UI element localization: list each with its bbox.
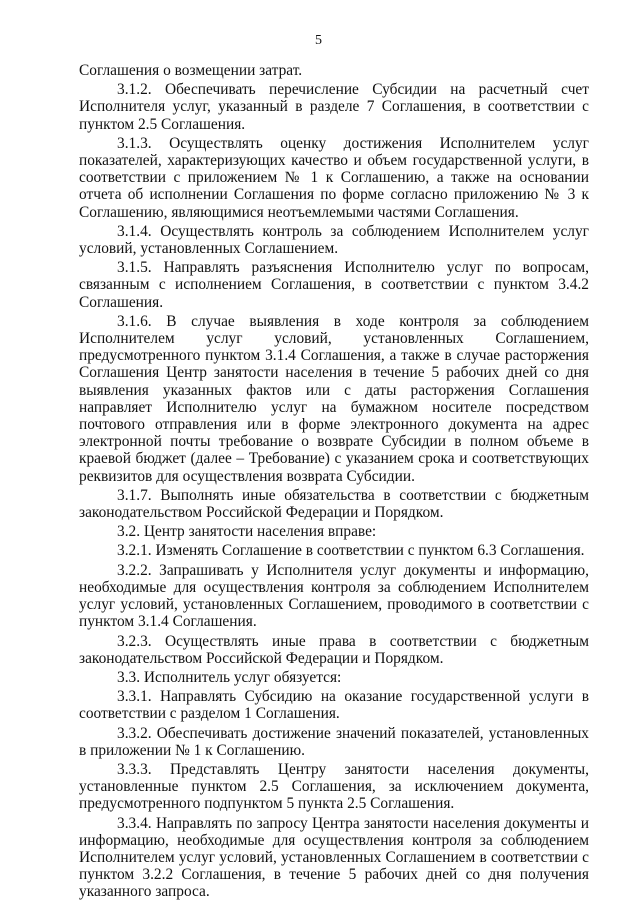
paragraph-3-2-1: 3.2.1. Изменять Соглашение в соответствии с пунктом 6.3 Соглашения. xyxy=(117,542,585,560)
paragraph-3-2-3: 3.2.3. Осуществлять иные права в соответствии с бюджетным законодательством Российской Федерации и Порядком. xyxy=(79,632,589,667)
paragraph-3-3-3: 3.3.3. Представлять Центру занятости населения документы, установленные пунктом 2.5 Соглашения, за исключением документа, предусмотренного подпунктом 5 пункта 2.5 Соглашения. xyxy=(79,760,589,813)
paragraph-3-1-7: 3.1.7. Выполнять иные обязательства в соответствии с бюджетным законодательством Российской Федерации и Порядком. xyxy=(79,486,589,522)
paragraph-3-1-3: 3.1.3. Осуществлять оценку достижения Исполнителем услуг показателей, характеризующих качество и объем государственной услуги, в соответствии с приложением № 1 к Соглашению, а также на основании отчета об исполнении Соглашения по форме согласно приложению № 3 к Соглашению, являющимися неотъемлемыми частями Соглашения. xyxy=(79,134,589,221)
paragraph-3-3-1: 3.3.1. Направлять Субсидию на оказание государственной услуги в соответствии с разделом 1 Соглашения. xyxy=(79,688,589,723)
paragraph-3-1-6: 3.1.6. В случае выявления в ходе контроля за соблюдением Исполнителем услуг условий, установленных Соглашением, предусмотренного пунктом 3.1.4 Соглашения, а также в случае расторжения Соглашения Центр занятости населения в течение 5 рабочих дней со дня выявления указанных фактов или с даты расторжения Соглашения направляет Исполнителю услуг на бумажном носителе посредством почтового отправления или в форме электронного документа на адрес электронной почты требование о возврате Субсидии в полном объеме в краевой бюджет (далее – Требование) с указанием срока и соответствующих реквизитов для осуществления возврата Субсидии. xyxy=(79,312,589,485)
paragraph-3-3: 3.3. Исполнитель услуг обязуется: xyxy=(117,668,342,686)
paragraph-3-3-4: 3.3.4. Направлять по запросу Центра занятости населения документы и информацию, необходимые для осуществления контроля за соблюдением Исполнителем услуг условий, установленных Соглашением в соответствии с пунктом 3.2.2 Соглашения, в течение 5 рабочих дней со дня получения указанного запроса. xyxy=(79,814,589,901)
paragraph-3-1-2: 3.1.2. Обеспечивать перечисление Субсидии на расчетный счет Исполнителя услуг, указанный в разделе 7 Соглашения, в соответствии с пунктом 2.5 Соглашения. xyxy=(79,81,589,133)
paragraph-3-2-2: 3.2.2. Запрашивать у Исполнителя услуг документы и информацию, необходимые для осуществления контроля за соблюдением Исполнителем услуг условий, установленных Соглашением, проводимого в соответствии с пунктом 3.1.4 Соглашения. xyxy=(79,561,589,631)
document-body xyxy=(79,62,589,901)
page-number: 5 xyxy=(315,33,322,48)
paragraph-3-2: 3.2. Центр занятости населения вправе: xyxy=(117,523,377,541)
paragraph-3-1-5: 3.1.5. Направлять разъяснения Исполнителю услуг по вопросам, связанным с исполнением Соглашения, в соответствии с пунктом 3.4.2 Соглашения. xyxy=(79,259,589,311)
paragraph-continuation: Соглашения о возмещении затрат. xyxy=(79,62,303,79)
paragraph-3-3-2: 3.3.2. Обеспечивать достижение значений показателей, установленных в приложении № 1 к Соглашению. xyxy=(79,724,589,759)
paragraph-3-1-4: 3.1.4. Осуществлять контроль за соблюдением Исполнителем услуг условий, установленных Соглашением. xyxy=(79,222,589,258)
